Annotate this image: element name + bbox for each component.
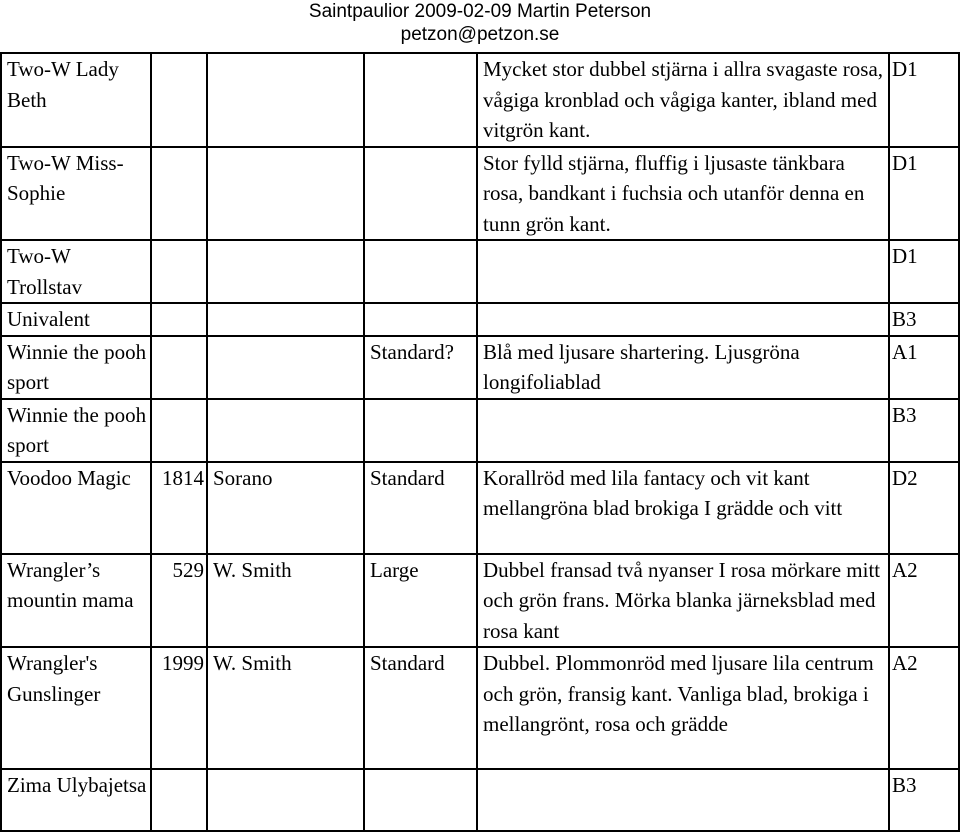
- cultivar-name: Two-W Lady Beth: [1, 53, 151, 147]
- cultivar-name: Zima Ulybajetsa: [1, 769, 151, 831]
- plant-size: [364, 147, 477, 241]
- table-row: [1, 462, 959, 554]
- location-code: D1: [889, 53, 959, 147]
- cultivar-name: Voodoo Magic: [1, 462, 151, 554]
- hybridizer: [207, 240, 364, 303]
- location-code: B3: [889, 769, 959, 831]
- table-row: [1, 147, 959, 241]
- location-code: D1: [889, 240, 959, 303]
- hybridizer: W. Smith: [207, 554, 364, 648]
- cultivar-name: Univalent: [1, 303, 151, 336]
- table-row: [1, 240, 959, 303]
- table-row: [1, 53, 959, 147]
- plant-size: [364, 53, 477, 147]
- plant-size: [364, 399, 477, 462]
- cultivar-table: [0, 52, 960, 832]
- hybridizer: [207, 769, 364, 831]
- registration-number: 529: [151, 554, 207, 648]
- plant-size: Standard: [364, 462, 477, 554]
- hybridizer: [207, 336, 364, 399]
- location-code: A2: [889, 554, 959, 648]
- description: Mycket stor dubbel stjärna i allra svagaste rosa, vågiga kronblad och vågiga kanter, ibland med vitgrön kant.: [477, 53, 889, 147]
- location-code: B3: [889, 399, 959, 462]
- cultivar-name: Winnie the pooh sport: [1, 399, 151, 462]
- registration-number: 1814: [151, 462, 207, 554]
- plant-size: [364, 240, 477, 303]
- registration-number: [151, 769, 207, 831]
- cultivar-name: Winnie the pooh sport: [1, 336, 151, 399]
- plant-size: Standard?: [364, 336, 477, 399]
- hybridizer: W. Smith: [207, 647, 364, 769]
- description: Stor fylld stjärna, fluffig i ljusaste tänkbara rosa, bandkant i fuchsia och utanför denna en tunn grön kant.: [477, 147, 889, 241]
- plant-size: [364, 303, 477, 336]
- table-row: [1, 336, 959, 399]
- page-header: [0, 0, 960, 46]
- table-row: [1, 399, 959, 462]
- table-row: [1, 769, 959, 831]
- description: Dubbel fransad två nyanser I rosa mörkare mitt och grön frans. Mörka blanka järneksblad med rosa kant: [477, 554, 889, 648]
- hybridizer: [207, 303, 364, 336]
- header-title: Saintpaulior 2009-02-09 Martin Peterson: [308, 1, 652, 22]
- cultivar-name: Wrangler’s mountin mama: [1, 554, 151, 648]
- location-code: D2: [889, 462, 959, 554]
- description: [477, 303, 889, 336]
- location-code: A1: [889, 336, 959, 399]
- registration-number: [151, 240, 207, 303]
- location-code: A2: [889, 647, 959, 769]
- hybridizer: [207, 399, 364, 462]
- cultivar-name: Two-W Miss-Sophie: [1, 147, 151, 241]
- cultivar-name: Wrangler's Gunslinger: [1, 647, 151, 769]
- plant-size: Standard: [364, 647, 477, 769]
- description: Blå med ljusare shartering. Ljusgröna longifoliablad: [477, 336, 889, 399]
- registration-number: [151, 53, 207, 147]
- location-code: B3: [889, 303, 959, 336]
- table-row: [1, 554, 959, 648]
- registration-number: [151, 336, 207, 399]
- description: [477, 769, 889, 831]
- registration-number: [151, 147, 207, 241]
- description: [477, 399, 889, 462]
- hybridizer: [207, 147, 364, 241]
- hybridizer: [207, 53, 364, 147]
- description: [477, 240, 889, 303]
- table-row: [1, 647, 959, 769]
- description: Korallröd med lila fantacy och vit kant mellangröna blad brokiga I grädde och vitt: [477, 462, 889, 554]
- registration-number: 1999: [151, 647, 207, 769]
- plant-size: [364, 769, 477, 831]
- cultivar-name: Two-W Trollstav: [1, 240, 151, 303]
- registration-number: [151, 399, 207, 462]
- registration-number: [151, 303, 207, 336]
- table-row: [1, 303, 959, 336]
- location-code: D1: [889, 147, 959, 241]
- description: Dubbel. Plommonröd med ljusare lila centrum och grön, fransig kant. Vanliga blad, brokiga i mellangrönt, rosa och grädde: [477, 647, 889, 769]
- plant-size: Large: [364, 554, 477, 648]
- hybridizer: Sorano: [207, 462, 364, 554]
- header-email: petzon@petzon.se: [400, 24, 560, 45]
